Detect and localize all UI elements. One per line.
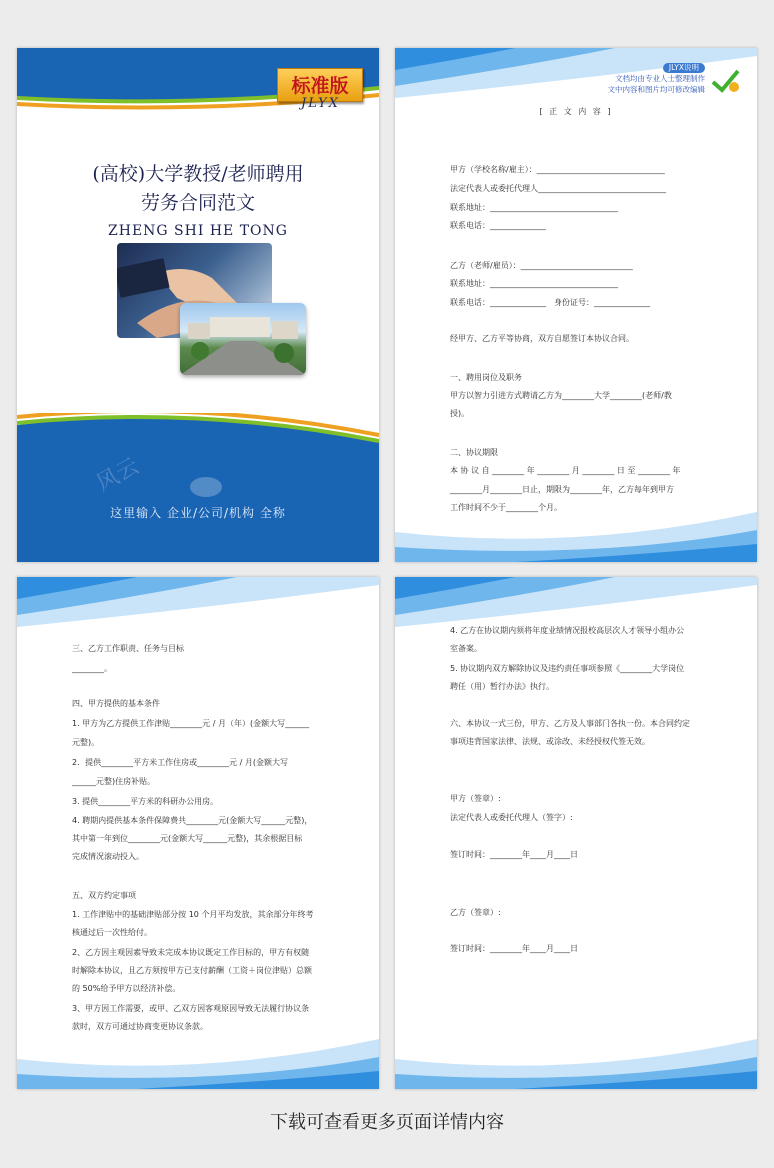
note-tag: JLYX说明 (663, 63, 705, 73)
company-name-placeholder: 这里输入 企业/公司/机构 全称 (110, 506, 286, 520)
party-b-sign-date: 签订时间：________年____月____日 (450, 944, 578, 953)
agreement-3-line1: 3、甲方因工作需要，或甲、乙双方因客观原因导致无法履行协议条 (72, 1004, 310, 1013)
party-b-name: 乙方（老师/雇员）：____________________________ (450, 261, 633, 270)
heading-position: 一、聘用岗位及职务 (450, 373, 522, 382)
agreement-4-line2: 室备案。 (450, 644, 482, 653)
agreement-1-line1: 1. 工作津贴中的基础津贴部分按 10 个月平均发放，其余部分年终考 (72, 910, 314, 919)
condition-4-line1: 4. 聘期内提供基本条件保障费共________元(金额大写______元整)， (72, 816, 313, 825)
contract-body-p4 (450, 625, 702, 1025)
term-line1: 本 协 议 自 ________ 年 ________ 月 ________ 日 至 ________ 年 (450, 466, 681, 475)
party-a-name: 甲方（学校名称/雇主）：________________________________ (450, 165, 665, 174)
agreement-5-line2: 聘任（用）暂行办法》执行。 (450, 682, 554, 691)
campus-photo (180, 303, 306, 375)
condition-2-line1: 2．提供________平方米工作住房或________元 / 月(金额大写 (72, 758, 288, 767)
condition-2-line2: ______元整)住房补贴。 (72, 777, 156, 786)
contract-body-p3 (72, 641, 324, 1051)
check-icon (711, 68, 741, 94)
cover-title-line2: 劳务合同范文 (140, 192, 255, 214)
heading-duties: 三、乙方工作职责、任务与目标 (72, 644, 184, 653)
agreement-2-line1: 2、乙方因主观因素导致未完成本协议既定工作目标的，甲方有权随 (72, 948, 310, 957)
contract-page-2 (395, 48, 757, 562)
agreement-3-line2: 款时，双方可通过协商变更协议条款。 (72, 1022, 208, 1031)
heading-agreements: 五、双方约定事项 (72, 891, 136, 900)
party-b-phone-id: 联系电话：______________ 身份证号：______________ (450, 298, 650, 307)
page-bottom-wave (395, 512, 757, 562)
duties-blank: ________。 (72, 664, 112, 673)
party-a-address: 联系地址：________________________________ (450, 203, 618, 212)
contract-page-4 (395, 577, 757, 1089)
agreement-intro: 经甲方、乙方平等协商，双方自愿签订本协议合同。 (450, 334, 634, 343)
cover-watermark: 风云 (92, 453, 144, 497)
cover-title (17, 160, 379, 242)
term-line2: ________月________日止，期限为________年，乙方每年到甲方 (450, 485, 674, 494)
heading-term: 二、协议期限 (450, 448, 498, 457)
brand-jlyx: JLYX (301, 96, 340, 111)
note-line1: 文档均由专业人士整理制作 (615, 74, 705, 83)
cover-title-pinyin: ZHENG SHI HE TONG (108, 223, 288, 239)
condition-4-line2: 其中第一年到位________元(金额大写______元整)，其余根据目标 (72, 834, 303, 843)
position-line2: 授)。 (450, 409, 470, 418)
page-top-wave (17, 577, 379, 637)
term-line3: 工作时间不少于________个月。 (450, 503, 562, 512)
party-b-seal: 乙方（签章）: (450, 908, 501, 917)
jlyx-note (608, 62, 706, 95)
page-bottom-wave (17, 1039, 379, 1089)
party-a-representative: 法定代表人或委托代理人________________________________ (450, 184, 666, 193)
page-bottom-wave (395, 1039, 757, 1089)
badge-label: 标准版 (291, 75, 349, 97)
section-title: [ 正 文 内 容 ] (539, 107, 613, 116)
party-a-seal: 甲方（签章）: (450, 794, 501, 803)
party-b-address: 联系地址：________________________________ (450, 279, 618, 288)
party-a-phone: 联系电话：______________ (450, 221, 546, 230)
clause-6-line1: 六、本协议一式三份，甲方、乙方及人事部门各执一份。本合同约定 (450, 719, 690, 728)
contract-body-p2 (450, 104, 702, 524)
cover-page (17, 48, 379, 562)
position-line1: 甲方以智力引进方式聘请乙方为________大学________(老师/教 (450, 391, 672, 400)
contract-page-3 (17, 577, 379, 1089)
agreement-2-line3: 的 50%给予甲方以经济补偿。 (72, 984, 181, 993)
condition-1-line2: 元整)。 (72, 738, 100, 747)
agreement-1-line2: 核通过后一次性给付。 (72, 928, 152, 937)
heading-conditions: 四、甲方提供的基本条件 (72, 699, 160, 708)
clause-6-line2: 事项违背国家法律、法规、或涂改、未经授权代签无效。 (450, 737, 650, 746)
party-a-sign-date: 签订时间：________年____月____日 (450, 850, 578, 859)
party-a-signature: 法定代表人或委托代理人（签字）: (450, 813, 573, 822)
cover-title-line1: (高校)大学教授/老师聘用 (92, 163, 304, 185)
condition-1-line1: 1. 甲方为乙方提供工作津贴________元 / 月（年）(金额大写______ (72, 719, 310, 728)
agreement-2-line2: 时解除本协议，且乙方须按甲方已支付薪酬（工资＋岗位津贴）总额 (72, 966, 312, 975)
agreement-4-line1: 4. 乙方在协议期内须将年度业绩情况报校高层次人才领导小组办公 (450, 626, 685, 635)
condition-4-line3: 完成情况滚动投入。 (72, 852, 144, 861)
cloud-logo-icon (189, 476, 223, 498)
condition-3: 3. 提供________平方米的科研办公用房。 (72, 797, 219, 806)
download-more-link[interactable]: 下载可查看更多页面详情内容 (270, 1112, 504, 1133)
agreement-5-line1: 5. 协议期内双方解除协议及违约责任事项参照《________大学岗位 (450, 664, 685, 673)
note-line2: 文中内容和图片均可修改编辑 (607, 85, 705, 94)
